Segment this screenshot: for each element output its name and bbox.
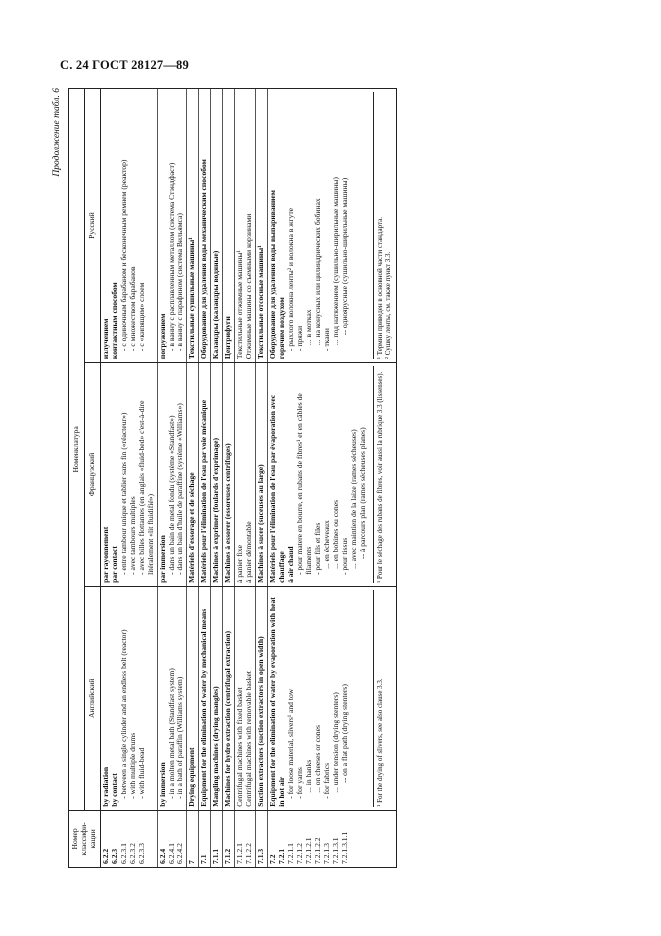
- row-number: 6.2.3.1: [118, 843, 128, 864]
- row-french: - pour tissus: [339, 537, 349, 575]
- row-english: - in a molten metal bath (Standfast system): [166, 668, 176, 799]
- row-number: 6.2.3.3: [136, 843, 146, 864]
- row-english: by immersion: [157, 762, 167, 807]
- row-french: - pour matere en bourre, en rubans de fibres¹ et en câbles de filaments: [294, 393, 313, 575]
- row-english: ... on cheeses or cones: [312, 725, 322, 793]
- row-french: ... avec maintien de la laize (rames sécheuses): [348, 429, 358, 569]
- row-russian: - ткани: [321, 328, 331, 352]
- row-russian: - в ванну с расплавленным металлом (система Стэндфаст): [166, 162, 176, 352]
- row-number-cell: [187, 810, 199, 867]
- row-french: Matériels d'essorage et de séchage: [187, 472, 197, 583]
- row-french-cell: [187, 363, 199, 587]
- row-russian: ... на конусных или цилиндрических бобинах: [312, 198, 322, 346]
- row-english: by contact: [109, 773, 119, 807]
- row-number-cell: [268, 810, 369, 867]
- footnote-russian-1: ¹ Термин приведен в основной части стандарта.: [375, 216, 384, 360]
- row-english-cell: [211, 586, 223, 810]
- row-number: 7.2.1.1: [286, 843, 296, 864]
- row-english-cell: [187, 586, 199, 810]
- row-french: Matériels pour l'élimination de l'eau par voie mécanique: [199, 399, 209, 583]
- row-number-cell: [100, 810, 157, 867]
- row-english: - with fluid-bead: [136, 747, 146, 799]
- row-russian: Центрифуги: [223, 316, 233, 360]
- row-english: - in a bath of paraffin (Williams system): [175, 676, 185, 799]
- row-french-cell: [223, 363, 235, 587]
- row-french: par rayonnement: [100, 526, 110, 583]
- row-english: Equipment for the elimination of water by evaporation with heat: [268, 597, 278, 807]
- row-russian-cell: [157, 89, 187, 363]
- row-french-cell: [268, 363, 369, 587]
- row-french: par contact: [109, 546, 119, 583]
- row-russian: - с «кипящим» слоем: [136, 282, 146, 352]
- row-number: 6.2.4.1: [166, 843, 176, 864]
- col-header-russian: Русский: [84, 89, 100, 363]
- row-english-cell: [223, 586, 235, 810]
- row-number-cell: [256, 810, 268, 867]
- row-number: 6.2.2: [100, 848, 110, 864]
- row-french: - dans un bain de metal fondu (système «Standfast»): [166, 415, 176, 575]
- row-english: Drying equipment: [187, 747, 197, 807]
- row-russian: контактным способом: [109, 282, 119, 360]
- row-russian: - пряжи: [294, 325, 304, 352]
- row-french: ... en bobines ou cones: [330, 499, 340, 569]
- page-header: С. 24 ГОСТ 28127—89: [60, 58, 189, 72]
- row-english: - for fabrics: [321, 762, 331, 799]
- row-russian: Текстильные сушильные машины¹: [187, 237, 197, 360]
- row-english: ... under tension (drying stenters): [330, 692, 340, 793]
- row-english: Suction extractors (suction extractors in open width): [256, 636, 266, 807]
- row-french-cell: [256, 363, 268, 587]
- row-english: - for loose material, slivers¹ and tow: [286, 688, 296, 799]
- row-number: 7.2.1.3.1.1: [339, 831, 349, 864]
- footnote-english-cell: [369, 586, 397, 810]
- table-row: [187, 89, 199, 868]
- row-french: à air chaud: [286, 546, 296, 583]
- row-french: à panier fixe: [235, 544, 245, 583]
- row-number: 7.1.1: [211, 848, 221, 864]
- row-english-cell: [199, 586, 211, 810]
- col-header-english: Английский: [84, 586, 100, 810]
- row-french: - dans un bain d'huile de paraffine (système «Williams»): [175, 403, 185, 575]
- row-french: - avec billes flottantes (en anglais «fluid-bed» c'est-à-dire litéralement «lit fluidifié»): [136, 400, 155, 575]
- row-number: 6.2.4.2: [175, 843, 185, 864]
- row-english-cell: [268, 586, 369, 810]
- table-row: [100, 89, 157, 868]
- continuation-label: Продолжение табл. 6: [52, 88, 62, 177]
- row-french: ... en écheveaux: [321, 520, 331, 569]
- row-number: 7.1.3: [256, 848, 266, 864]
- row-french: - avec tambours multiples: [127, 496, 137, 575]
- row-english: - between a single cylinder and an endless belt (reactor): [118, 629, 128, 799]
- col-header-number: Номер классифи-кации: [69, 810, 101, 867]
- row-french: Machines à sucer (suceuses au large): [256, 464, 266, 583]
- row-number: 6.2.3.2: [127, 843, 137, 864]
- row-english: by radiation: [100, 766, 110, 807]
- row-number: 7.1: [199, 854, 209, 864]
- row-number: 7: [187, 860, 197, 864]
- footnote-russian-2: ² Сушку ленты, см. также пункт 3.3.: [383, 251, 392, 360]
- row-russian: Отжимные машины со съемными корзинами: [244, 213, 254, 360]
- row-number: 7.2.1.3: [321, 843, 331, 864]
- row-english-cell: [157, 586, 187, 810]
- row-number: 7.2.1.3.1: [330, 837, 340, 864]
- row-russian: Каландры (каландры водяные): [211, 250, 221, 360]
- nomenclature-table: [68, 88, 397, 868]
- table-row: [256, 89, 268, 868]
- row-number: 7.2.1.2.1: [303, 837, 313, 864]
- row-number: 7.1.2.1: [235, 843, 245, 864]
- row-english: - for yarns: [294, 767, 304, 799]
- row-russian: излучением: [100, 318, 110, 360]
- rotated-table-area: [52, 88, 590, 868]
- row-number-cell: [157, 810, 187, 867]
- row-french-cell: [157, 363, 187, 587]
- row-russian-cell: [187, 89, 199, 363]
- row-number: 7.2: [268, 854, 278, 864]
- row-number: 6.2.3: [109, 848, 119, 864]
- row-french: Machines à essorer (essoreuses centrifuges): [223, 443, 233, 583]
- row-number: 7.1.2: [223, 848, 233, 864]
- row-french-cell: [100, 363, 157, 587]
- row-number-cell: [235, 810, 256, 867]
- row-english: Centrifugal machines with removable basket: [244, 670, 254, 807]
- row-french: à panier démontable: [244, 521, 254, 583]
- row-english-cell: [235, 586, 256, 810]
- row-number: 7.2.1.2: [294, 843, 304, 864]
- table-row: [211, 89, 223, 868]
- row-french-cell: [235, 363, 256, 587]
- footnote-french-cell: [369, 363, 397, 587]
- row-number: 6.2.4: [157, 848, 167, 864]
- row-english: Machines for hydro extraction (centrifugal extraction): [223, 630, 233, 807]
- row-french: -- à parcours plan (rames sécheuses planes): [357, 427, 367, 559]
- row-russian: погружением: [157, 313, 167, 360]
- row-russian-cell: [256, 89, 268, 363]
- row-french-cell: [199, 363, 211, 587]
- footnote-russian-block: [373, 92, 393, 359]
- row-english-cell: [100, 586, 157, 810]
- row-russian: ... в мотках: [303, 309, 313, 346]
- row-russian-cell: [223, 89, 235, 363]
- row-number: 7.2.1: [277, 848, 287, 864]
- row-french-cell: [211, 363, 223, 587]
- footnote-french: ¹ Pour le séchage des rubans de fibres, voir aussi la rubrique 3.3 (lissenses).: [373, 366, 384, 583]
- row-number-cell: [211, 810, 223, 867]
- row-french: Matériels pour l'élimination de l'eau par évaporation avec chauffage: [268, 394, 287, 583]
- row-russian: Оборудование для удаления воды механическим способом: [199, 159, 209, 360]
- row-russian: - в ванну с парафином (система Вильямса): [175, 213, 185, 352]
- table-row: [235, 89, 256, 868]
- row-russian: - рыхлого волокна ленты² и волокна в жгуте: [286, 207, 296, 352]
- table-body: [100, 89, 368, 868]
- row-russian: ... под натяжением (сушильно-ширильные машины): [330, 177, 340, 346]
- row-russian-cell: [268, 89, 369, 363]
- row-english: Equipment for the elimination of water by mechanical means: [199, 608, 209, 807]
- table-row: [268, 89, 369, 868]
- row-russian-cell: [199, 89, 211, 363]
- col-header-nomenclature: Номенклатура: [69, 89, 85, 811]
- row-number-cell: [223, 810, 235, 867]
- row-english: in hot air: [277, 776, 287, 807]
- footnote-english: ¹ For the drying of slivers, see also clause 3.3.: [373, 590, 384, 807]
- row-french: - pour fils et files: [312, 522, 322, 575]
- row-french: Machines à exprimer (foulards d'exprimage): [211, 437, 221, 583]
- row-russian: горячим воздухом: [277, 297, 287, 360]
- footnote-number-cell: [369, 810, 397, 867]
- row-french: - entre tambour unique et tablier sans fin («réacteur»): [118, 412, 128, 575]
- row-number: 7.2.1.2.2: [312, 837, 322, 864]
- row-russian-cell: [211, 89, 223, 363]
- row-english: -- on a flat path (drying stenters): [339, 684, 349, 783]
- row-russian: Оборудование для удаления воды выпариванием: [268, 190, 278, 360]
- row-french: par immersion: [157, 535, 167, 583]
- row-english: ... in hanks: [303, 759, 313, 793]
- col-header-french: Французский: [84, 363, 100, 587]
- row-russian-cell: [100, 89, 157, 363]
- table-row: [199, 89, 211, 868]
- row-english: Mangling machines (drying mangles): [211, 686, 221, 807]
- row-russian: Текстильные отсосные машины¹: [256, 245, 266, 360]
- row-russian-cell: [235, 89, 256, 363]
- row-number: 7.1.2.2: [244, 843, 254, 864]
- row-english-cell: [256, 586, 268, 810]
- row-russian: Текстильные отжимные машины¹: [235, 250, 245, 360]
- row-number-cell: [199, 810, 211, 867]
- table-row: [223, 89, 235, 868]
- row-russian: - с одиночным барабаном и бесконечным ремнем (реактор): [118, 159, 128, 352]
- table-row: [157, 89, 187, 868]
- footnote-russian-cell: [369, 89, 397, 363]
- row-english: - with multiple drums: [127, 732, 137, 799]
- row-russian: -- одноярусные (сушильно-ширильные машины): [339, 177, 349, 336]
- row-english: Centrifugal machines with fixed basket: [235, 687, 245, 807]
- row-russian: - с множеством барабанов: [127, 266, 137, 352]
